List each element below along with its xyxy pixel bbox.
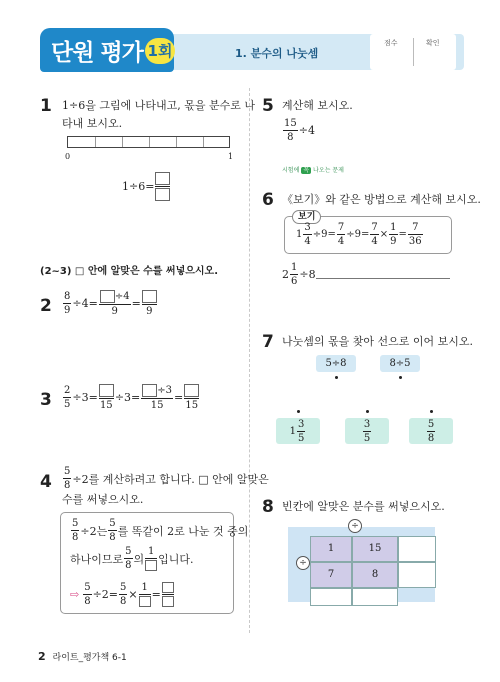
connect-dot[interactable] bbox=[366, 410, 369, 413]
q8-cell: 1 bbox=[310, 536, 352, 562]
q2-fraction-3: 9 bbox=[142, 290, 157, 317]
q6-example-expr: 1 $\frac{3}{4}$ ÷9= $\frac{7}{4}$ ÷9= $\frac{7}{4}$ × $\frac{1}{9}$ = $\frac{7}{36}$ bbox=[296, 222, 422, 247]
unit-title: 1. 분수의 나눗셈 bbox=[235, 47, 319, 60]
nl-start-label: 0 bbox=[65, 152, 71, 161]
q1-expr-text: 1÷6= bbox=[122, 180, 155, 193]
answer-box[interactable] bbox=[139, 596, 151, 607]
q7-card-1: 1 $\frac{3}{5}$ bbox=[276, 418, 320, 444]
q8-text: 빈칸에 알맞은 분수를 써넣으시오. bbox=[282, 500, 445, 513]
q7-card-3: $\frac{5}{8}$ bbox=[409, 418, 453, 444]
footer bbox=[38, 650, 127, 663]
q8-answer-cell[interactable] bbox=[352, 588, 398, 606]
nl-tick bbox=[203, 137, 204, 147]
q7-text: 나눗셈의 몫을 찾아 선으로 이어 보시오. bbox=[282, 335, 473, 348]
q2-op: ÷4= bbox=[72, 297, 98, 310]
q4-number: 4 bbox=[40, 472, 52, 492]
nl-tick bbox=[122, 137, 123, 147]
q3-fraction-4: 15 bbox=[184, 384, 199, 411]
q3-op2: ÷3= bbox=[114, 391, 141, 404]
q1-answer-fraction bbox=[155, 172, 170, 201]
q1-expression bbox=[122, 172, 171, 201]
q5-number: 5 bbox=[262, 96, 274, 116]
divide-left-icon: ÷ bbox=[296, 556, 310, 570]
score-label: 점수 bbox=[384, 39, 398, 47]
q7-number: 7 bbox=[262, 332, 274, 352]
score-box bbox=[370, 34, 456, 70]
score-divider bbox=[413, 38, 414, 66]
q2-fraction-1: $\frac{8}{9}$ bbox=[64, 291, 71, 316]
tag-icon: 꼭 bbox=[303, 167, 310, 174]
answer-box[interactable] bbox=[100, 290, 115, 303]
connect-dot[interactable] bbox=[297, 410, 300, 413]
connect-dot[interactable] bbox=[399, 376, 402, 379]
q3-fraction-2: 15 bbox=[99, 384, 114, 411]
nl-tick bbox=[95, 137, 96, 147]
q6-tag: 시험에 꼭 나오는 문제 bbox=[282, 167, 344, 174]
q2-number: 2 bbox=[40, 296, 52, 316]
q4-calc-line: ⇨ $\frac{5}{8}$ ÷2= $\frac{5}{8}$ × 1 = bbox=[70, 582, 175, 607]
q6-number: 6 bbox=[262, 190, 274, 210]
page-number: 2 bbox=[38, 650, 46, 663]
q3-expression bbox=[62, 384, 200, 411]
answer-box[interactable] bbox=[184, 384, 199, 397]
q4-text-line1 bbox=[62, 466, 269, 491]
q3-fraction-3: $\frac{\div 3}{15}$ bbox=[141, 384, 173, 411]
q7-card-2: $\frac{3}{5}$ bbox=[345, 418, 389, 444]
q8-answer-cell[interactable] bbox=[398, 536, 436, 562]
q3-eq: = bbox=[174, 391, 184, 404]
q7-top-chip-1: 5÷8 bbox=[316, 355, 356, 372]
answer-box[interactable] bbox=[145, 560, 157, 571]
q4-panel-line1: $\frac{5}{8}$ ÷2는 $\frac{5}{8}$ 를 똑같이 2로 나눈 것 중의 bbox=[72, 518, 249, 543]
divide-top-icon: ÷ bbox=[348, 519, 362, 533]
answer-box[interactable] bbox=[155, 172, 170, 185]
q8-cell: 7 bbox=[310, 562, 352, 588]
answer-box[interactable] bbox=[162, 582, 174, 593]
q5-expression: $\frac{15}{8}$ ÷4 bbox=[284, 118, 315, 143]
q8-answer-cell[interactable] bbox=[310, 588, 352, 606]
check-label: 확인 bbox=[426, 39, 440, 47]
q3-number: 3 bbox=[40, 390, 52, 410]
answer-box[interactable] bbox=[162, 596, 174, 607]
q2-expression bbox=[62, 290, 158, 317]
q8-number: 8 bbox=[262, 497, 274, 517]
q6-problem-expr: 2 $\frac{1}{6}$ ÷8 bbox=[282, 262, 316, 287]
q2-fraction-2: $\frac{\div 4}{9}$ bbox=[99, 290, 131, 317]
q4-panel-line2: 하나이므로 $\frac{5}{8}$ 의 1 입니다. bbox=[70, 546, 194, 571]
q7-top-chip-2: 8÷5 bbox=[380, 355, 420, 372]
q1-text-line1: 1÷6을 그림에 나타내고, 몫을 분수로 나 bbox=[62, 99, 255, 112]
q2-eq: = bbox=[131, 297, 141, 310]
answer-box[interactable] bbox=[142, 290, 157, 303]
answer-box[interactable] bbox=[142, 384, 157, 397]
connect-dot[interactable] bbox=[335, 376, 338, 379]
nl-tick bbox=[176, 137, 177, 147]
round-badge: 1회 bbox=[145, 38, 175, 64]
q4-text1: ÷2를 계산하려고 합니다. □ 안에 알맞은 bbox=[72, 472, 269, 486]
q3-op: ÷3= bbox=[72, 391, 98, 404]
nl-tick bbox=[149, 137, 150, 147]
q8-cell: 8 bbox=[352, 562, 398, 588]
answer-box[interactable] bbox=[99, 384, 114, 397]
q6-text: 《보기》와 같은 방법으로 계산해 보시오. bbox=[282, 193, 481, 206]
arrow-icon: ⇨ bbox=[70, 588, 80, 601]
number-line[interactable] bbox=[67, 136, 230, 148]
page-title: 단원 평가 bbox=[51, 40, 143, 66]
q1-text-line2: 타내 보시오. bbox=[62, 117, 123, 130]
q8-answer-cell[interactable] bbox=[398, 562, 436, 588]
q1-number: 1 bbox=[40, 96, 52, 116]
connect-dot[interactable] bbox=[430, 410, 433, 413]
book-title: 라이트_평가책 6-1 bbox=[52, 653, 127, 663]
q4-text-line2: 수를 써넣으시오. bbox=[62, 493, 144, 506]
example-pill: 보기 bbox=[292, 210, 321, 224]
q4-fraction: $\frac{5}{8}$ bbox=[64, 466, 71, 491]
q6-answer-line[interactable] bbox=[316, 278, 450, 279]
q5-text: 계산해 보시오. bbox=[282, 99, 353, 112]
q23-instruction: (2~3) □ 안에 알맞은 수를 써넣으시오. bbox=[40, 266, 219, 277]
answer-box[interactable] bbox=[155, 188, 170, 201]
q8-cell: 15 bbox=[352, 536, 398, 562]
q3-fraction-1: $\frac{2}{5}$ bbox=[64, 385, 71, 410]
nl-end-label: 1 bbox=[228, 152, 234, 161]
column-divider bbox=[249, 88, 250, 633]
